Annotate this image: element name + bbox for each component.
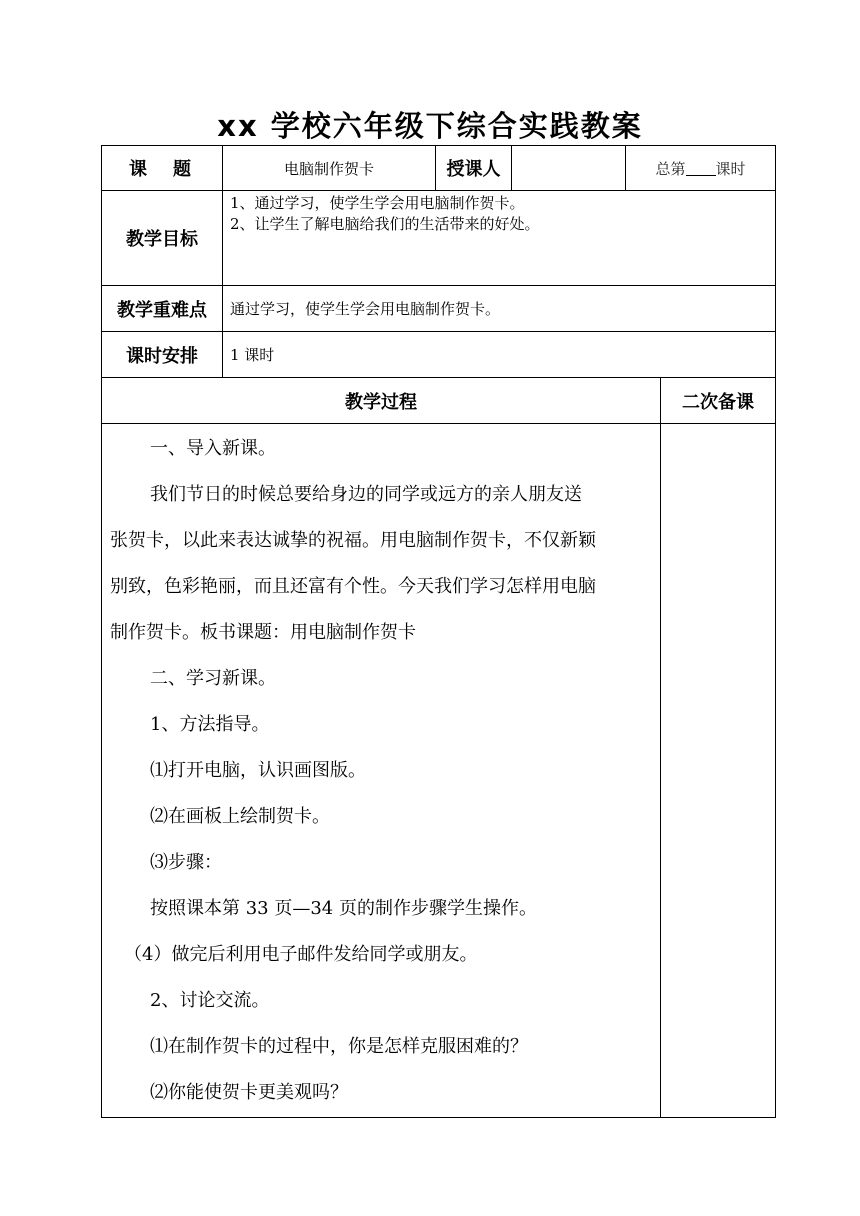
teacher-value [512, 146, 625, 190]
prep-header: 二次备课 [682, 391, 754, 413]
process-line: 二、学习新课。 [150, 668, 276, 689]
period-prefix: 总第 [655, 159, 686, 178]
schedule-label: 课时安排 [126, 345, 198, 367]
key-points-value: 通过学习，使学生学会用电脑制作贺卡。 [230, 300, 501, 318]
key-points-label: 教学重难点 [117, 299, 207, 321]
process-line: ⑵在画板上绘制贺卡。 [150, 806, 330, 827]
prep-notes-area [661, 424, 775, 1117]
process-line: 我们节日的时候总要给身边的同学或远方的亲人朋友送 [150, 484, 582, 505]
course-value: 电脑制作贺卡 [283, 159, 374, 178]
goals-list [223, 191, 775, 285]
period-suffix: 课时 [715, 159, 746, 178]
process-line: ⑵你能使贺卡更美观吗？ [150, 1082, 348, 1103]
goal-item: 2、让学生了解电脑给我们的生活带来的好处。 [230, 215, 540, 233]
process-header: 教学过程 [345, 391, 417, 413]
period-count [626, 146, 775, 190]
process-line: 1、方法指导。 [150, 714, 270, 735]
process-body [102, 424, 660, 1117]
page-title: xx 学校六年级下综合实践教案 [217, 109, 643, 143]
course-label: 课 题 [129, 159, 195, 180]
lesson-plan-table [101, 145, 776, 1118]
process-line: 2、讨论交流。 [150, 990, 270, 1011]
process-line: ⑴在制作贺卡的过程中，你是怎样克服困难的？ [150, 1036, 528, 1057]
process-line: 别致，色彩艳丽，而且还富有个性。今天我们学习怎样用电脑 [110, 576, 596, 597]
process-line: 制作贺卡。板书课题：用电脑制作贺卡 [110, 622, 416, 643]
process-line: ⑶步骤： [150, 852, 222, 873]
goal-item: 1、通过学习，使学生学会用电脑制作贺卡。 [230, 194, 525, 212]
teacher-label: 授课人 [446, 159, 501, 180]
process-line: 一、导入新课。 [150, 438, 276, 459]
process-line: 按照课本第 33 页—34 页的制作步骤学生操作。 [150, 898, 537, 919]
schedule-value: 1 课时 [230, 346, 275, 364]
process-line: （4）做完后利用电子邮件发给同学或朋友。 [124, 944, 478, 965]
process-line: 张贺卡，以此来表达诚挚的祝福。用电脑制作贺卡，不仅新颖 [110, 530, 596, 551]
process-line: ⑴打开电脑，认识画图版。 [150, 760, 366, 781]
goals-label: 教学目标 [126, 229, 198, 250]
period-blank [686, 161, 716, 176]
